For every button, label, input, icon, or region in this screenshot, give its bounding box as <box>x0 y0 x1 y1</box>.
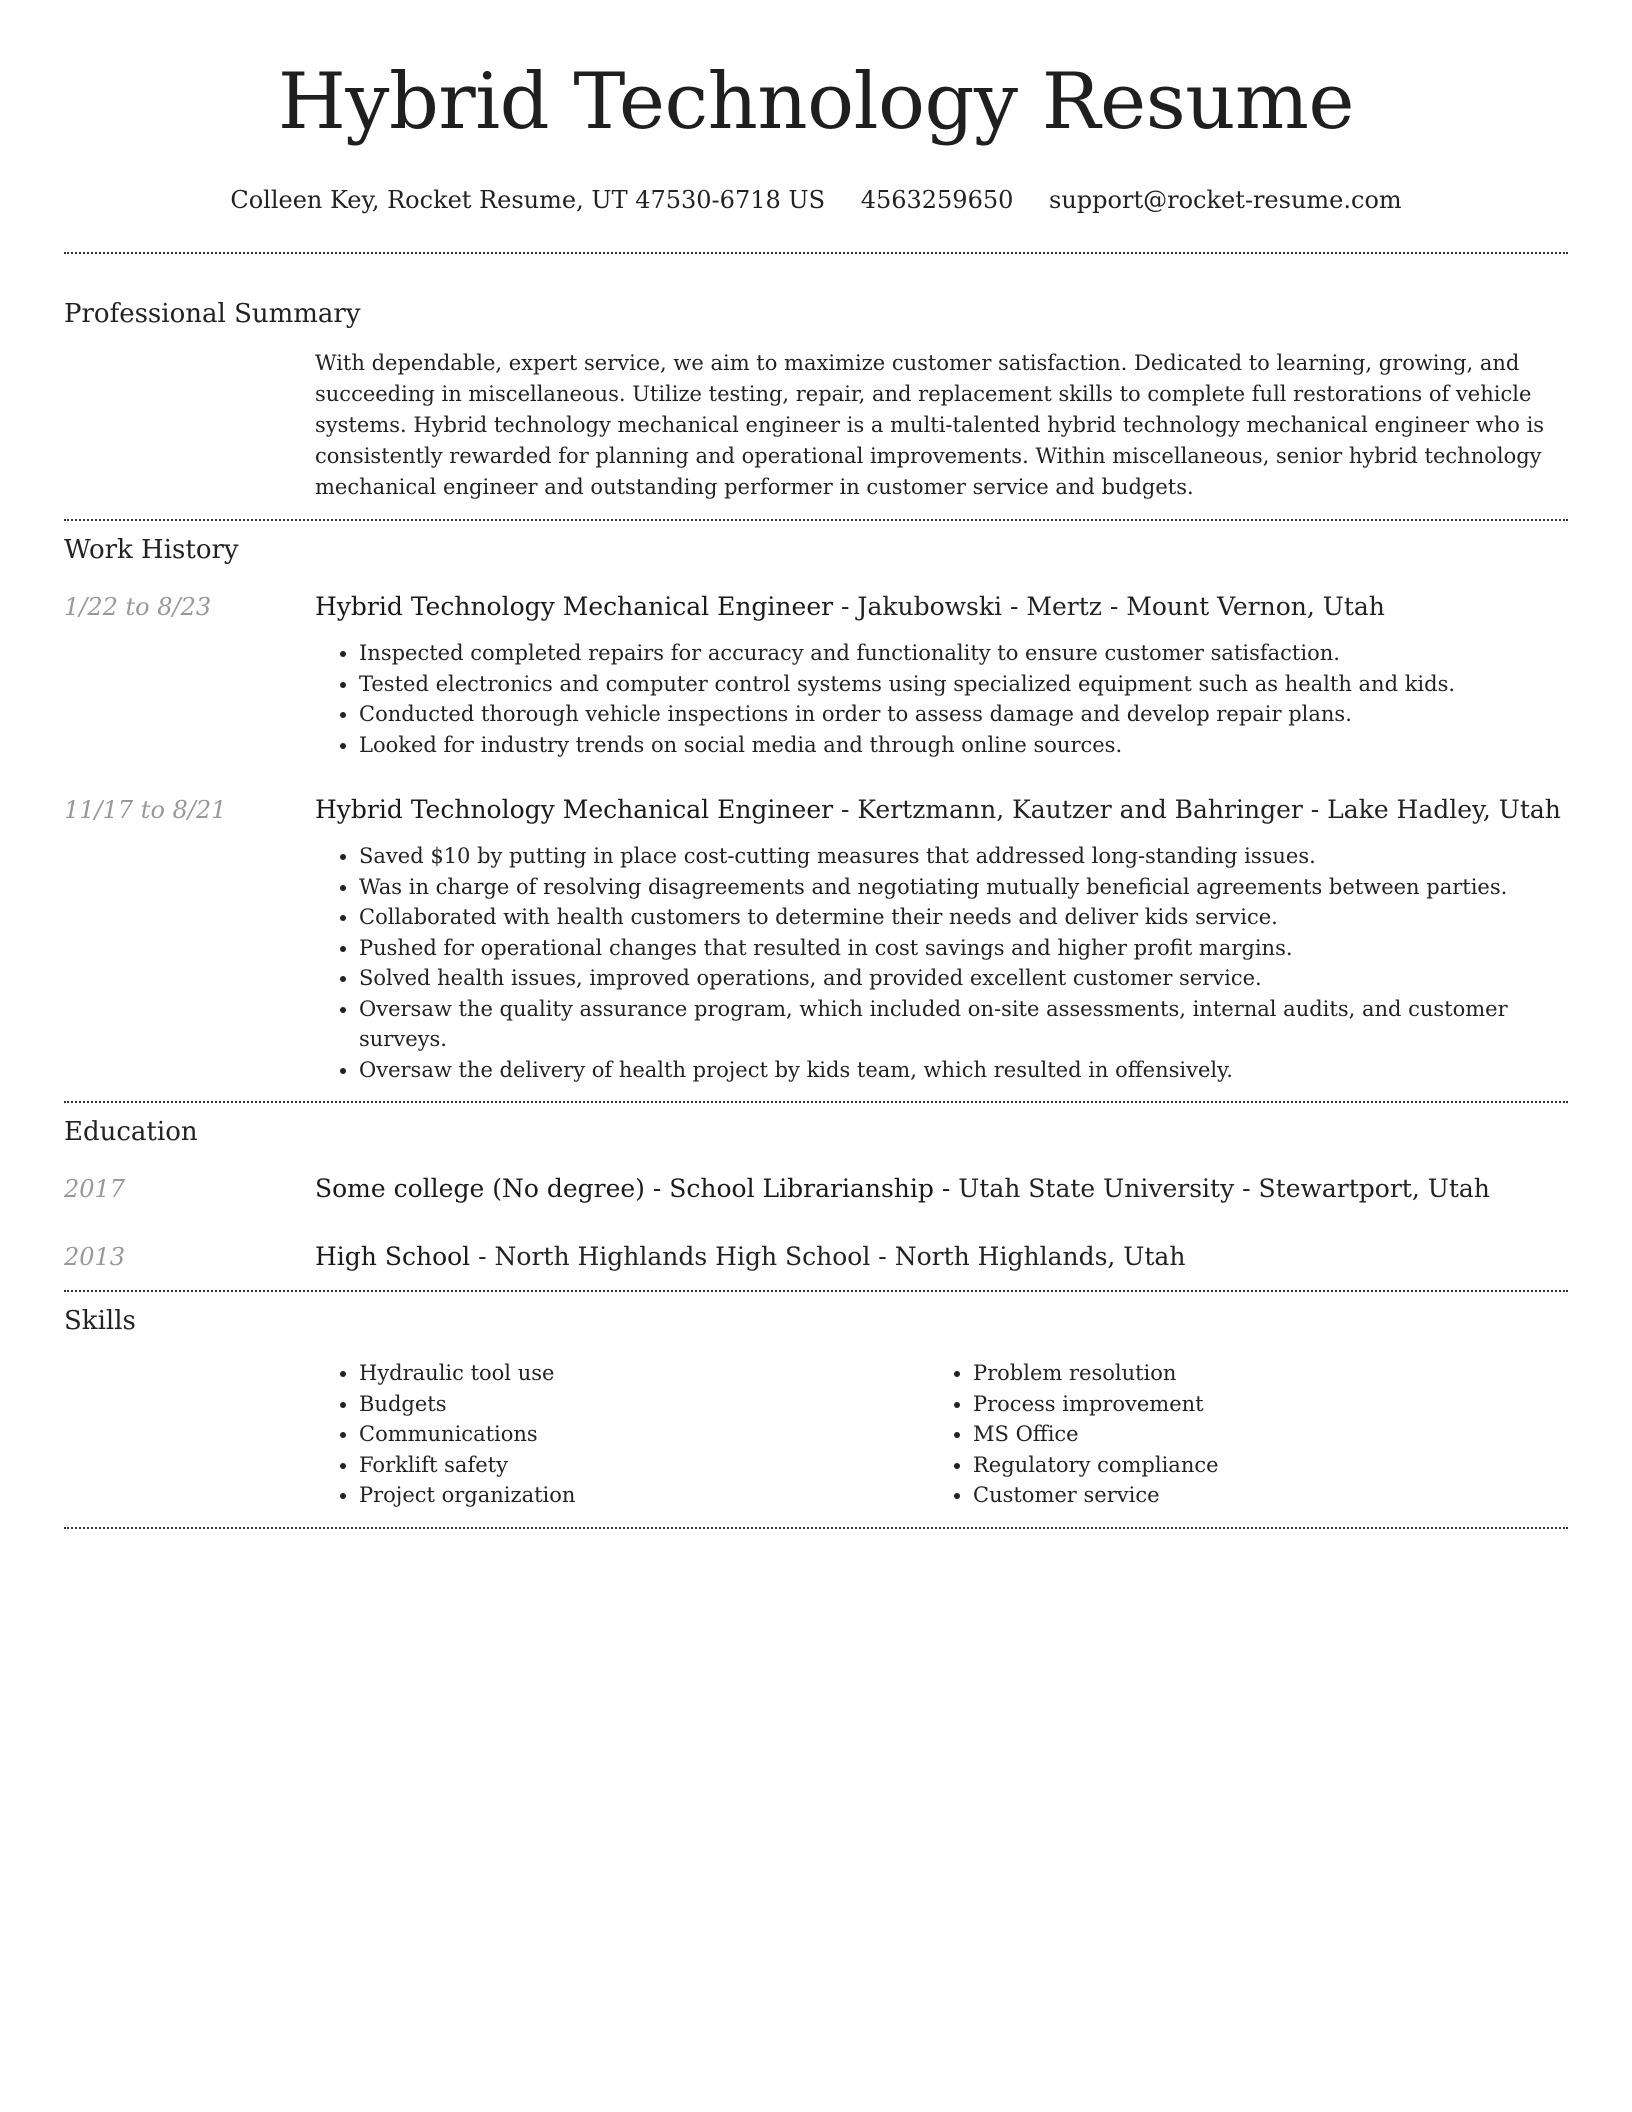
list-item: • Solved health issues, improved operations, and provided excellent customer service. <box>359 963 1568 994</box>
job-dates: 11/17 to 8/21 <box>64 796 227 824</box>
education-body <box>315 1240 1568 1274</box>
skills-heading: Skills <box>64 1306 136 1336</box>
list-item: • Was in charge of resolving disagreements and negotiating mutually beneficial agreements between parties. <box>359 872 1568 903</box>
education-details: - North Highlands High School - North Highlands, Utah <box>470 1242 1186 1271</box>
list-item: • Collaborated with health customers to determine their needs and deliver kids service. <box>359 902 1568 933</box>
list-item: • Problem resolution <box>973 1358 1543 1389</box>
list-item: • Process improvement <box>973 1389 1543 1420</box>
education-year: 2017 <box>64 1175 126 1203</box>
list-item: • Pushed for operational changes that resulted in cost savings and higher profit margins. <box>359 933 1568 964</box>
divider <box>64 1527 1568 1529</box>
job-title: Hybrid Technology Mechanical Engineer <box>315 592 834 621</box>
job-details: - Kertzmann, Kautzer and Bahringer - Lake Hadley, Utah <box>833 795 1561 824</box>
job-body <box>315 793 1568 1085</box>
list-item: • Regulatory compliance <box>973 1450 1543 1481</box>
contact-address: Colleen Key, Rocket Resume, UT 47530-6718 US <box>230 186 826 214</box>
contact-phone: 4563259650 <box>860 186 1014 214</box>
job-bullets <box>315 841 1568 1085</box>
job-dates: 1/22 to 8/23 <box>64 593 212 621</box>
summary-heading: Professional Summary <box>64 299 361 329</box>
summary-row <box>64 348 1568 503</box>
skills-row <box>64 1358 1568 1511</box>
education-section <box>64 1115 1568 1274</box>
skills-section <box>64 1304 1568 1511</box>
list-item: • Customer service <box>973 1480 1543 1511</box>
education-details: - Utah State University - Stewartport, Utah <box>933 1174 1490 1203</box>
education-entry <box>64 1172 1568 1206</box>
job-details: - Jakubowski - Mertz - Mount Vernon, Utah <box>833 592 1385 621</box>
divider <box>64 252 1568 254</box>
skills-list-right <box>929 1358 1543 1511</box>
skills-grid <box>315 1358 1568 1511</box>
divider <box>64 1101 1568 1103</box>
job-heading <box>315 590 1568 624</box>
divider <box>64 1290 1568 1292</box>
list-item: • MS Office <box>973 1419 1543 1450</box>
education-degree: High School <box>315 1242 471 1271</box>
resume-title: Hybrid Technology Resume <box>277 57 1355 147</box>
education-body <box>315 1172 1568 1206</box>
education-year: 2013 <box>64 1243 126 1271</box>
list-item: • Oversaw the quality assurance program, which included on-site assessments, internal audits, and customer surveys. <box>359 994 1568 1055</box>
list-item: • Project organization <box>359 1480 929 1511</box>
job-entry <box>64 590 1568 760</box>
job-entry <box>64 793 1568 1085</box>
divider <box>64 519 1568 521</box>
summary-text: With dependable, expert service, we aim to maximize customer satisfaction. Dedicated to learning, growing, and succeeding in miscellaneous. Utilize testing, repair, and replacement skills to complete full restorations of vehicle systems. Hybrid technology mechanical engineer is a multi-talented hybrid technology mechanical engineer who is consistently rewarded for planning and operational improvements. Within miscellaneous, senior hybrid technology mechanical engineer and outstanding performer in customer service and budgets. <box>315 351 1545 499</box>
job-heading <box>315 793 1568 827</box>
list-item: • Saved $10 by putting in place cost-cutting measures that addressed long-standing issues. <box>359 841 1568 872</box>
list-item: • Looked for industry trends on social media and through online sources. <box>359 730 1568 761</box>
work-section <box>64 533 1568 1085</box>
list-item: • Tested electronics and computer control systems using specialized equipment such as health and kids. <box>359 669 1568 700</box>
education-degree: Some college (No degree) - School Librarianship <box>315 1174 934 1203</box>
contact-line <box>64 184 1568 216</box>
summary-section <box>64 297 1568 503</box>
job-bullets <box>315 638 1568 760</box>
contact-email: support@rocket-resume.com <box>1049 186 1402 214</box>
skills-list-left <box>315 1358 929 1511</box>
list-item: • Communications <box>359 1419 929 1450</box>
education-entry <box>64 1240 1568 1274</box>
list-item: • Budgets <box>359 1389 929 1420</box>
work-heading: Work History <box>64 535 239 565</box>
job-body <box>315 590 1568 760</box>
job-title: Hybrid Technology Mechanical Engineer <box>315 795 834 824</box>
list-item: • Conducted thorough vehicle inspections in order to assess damage and develop repair plans. <box>359 699 1568 730</box>
list-item: • Forklift safety <box>359 1450 929 1481</box>
list-item: • Hydraulic tool use <box>359 1358 929 1389</box>
education-heading: Education <box>64 1117 198 1147</box>
list-item: • Oversaw the delivery of health project by kids team, which resulted in offensively. <box>359 1055 1568 1086</box>
list-item: • Inspected completed repairs for accuracy and functionality to ensure customer satisfaction. <box>359 638 1568 669</box>
